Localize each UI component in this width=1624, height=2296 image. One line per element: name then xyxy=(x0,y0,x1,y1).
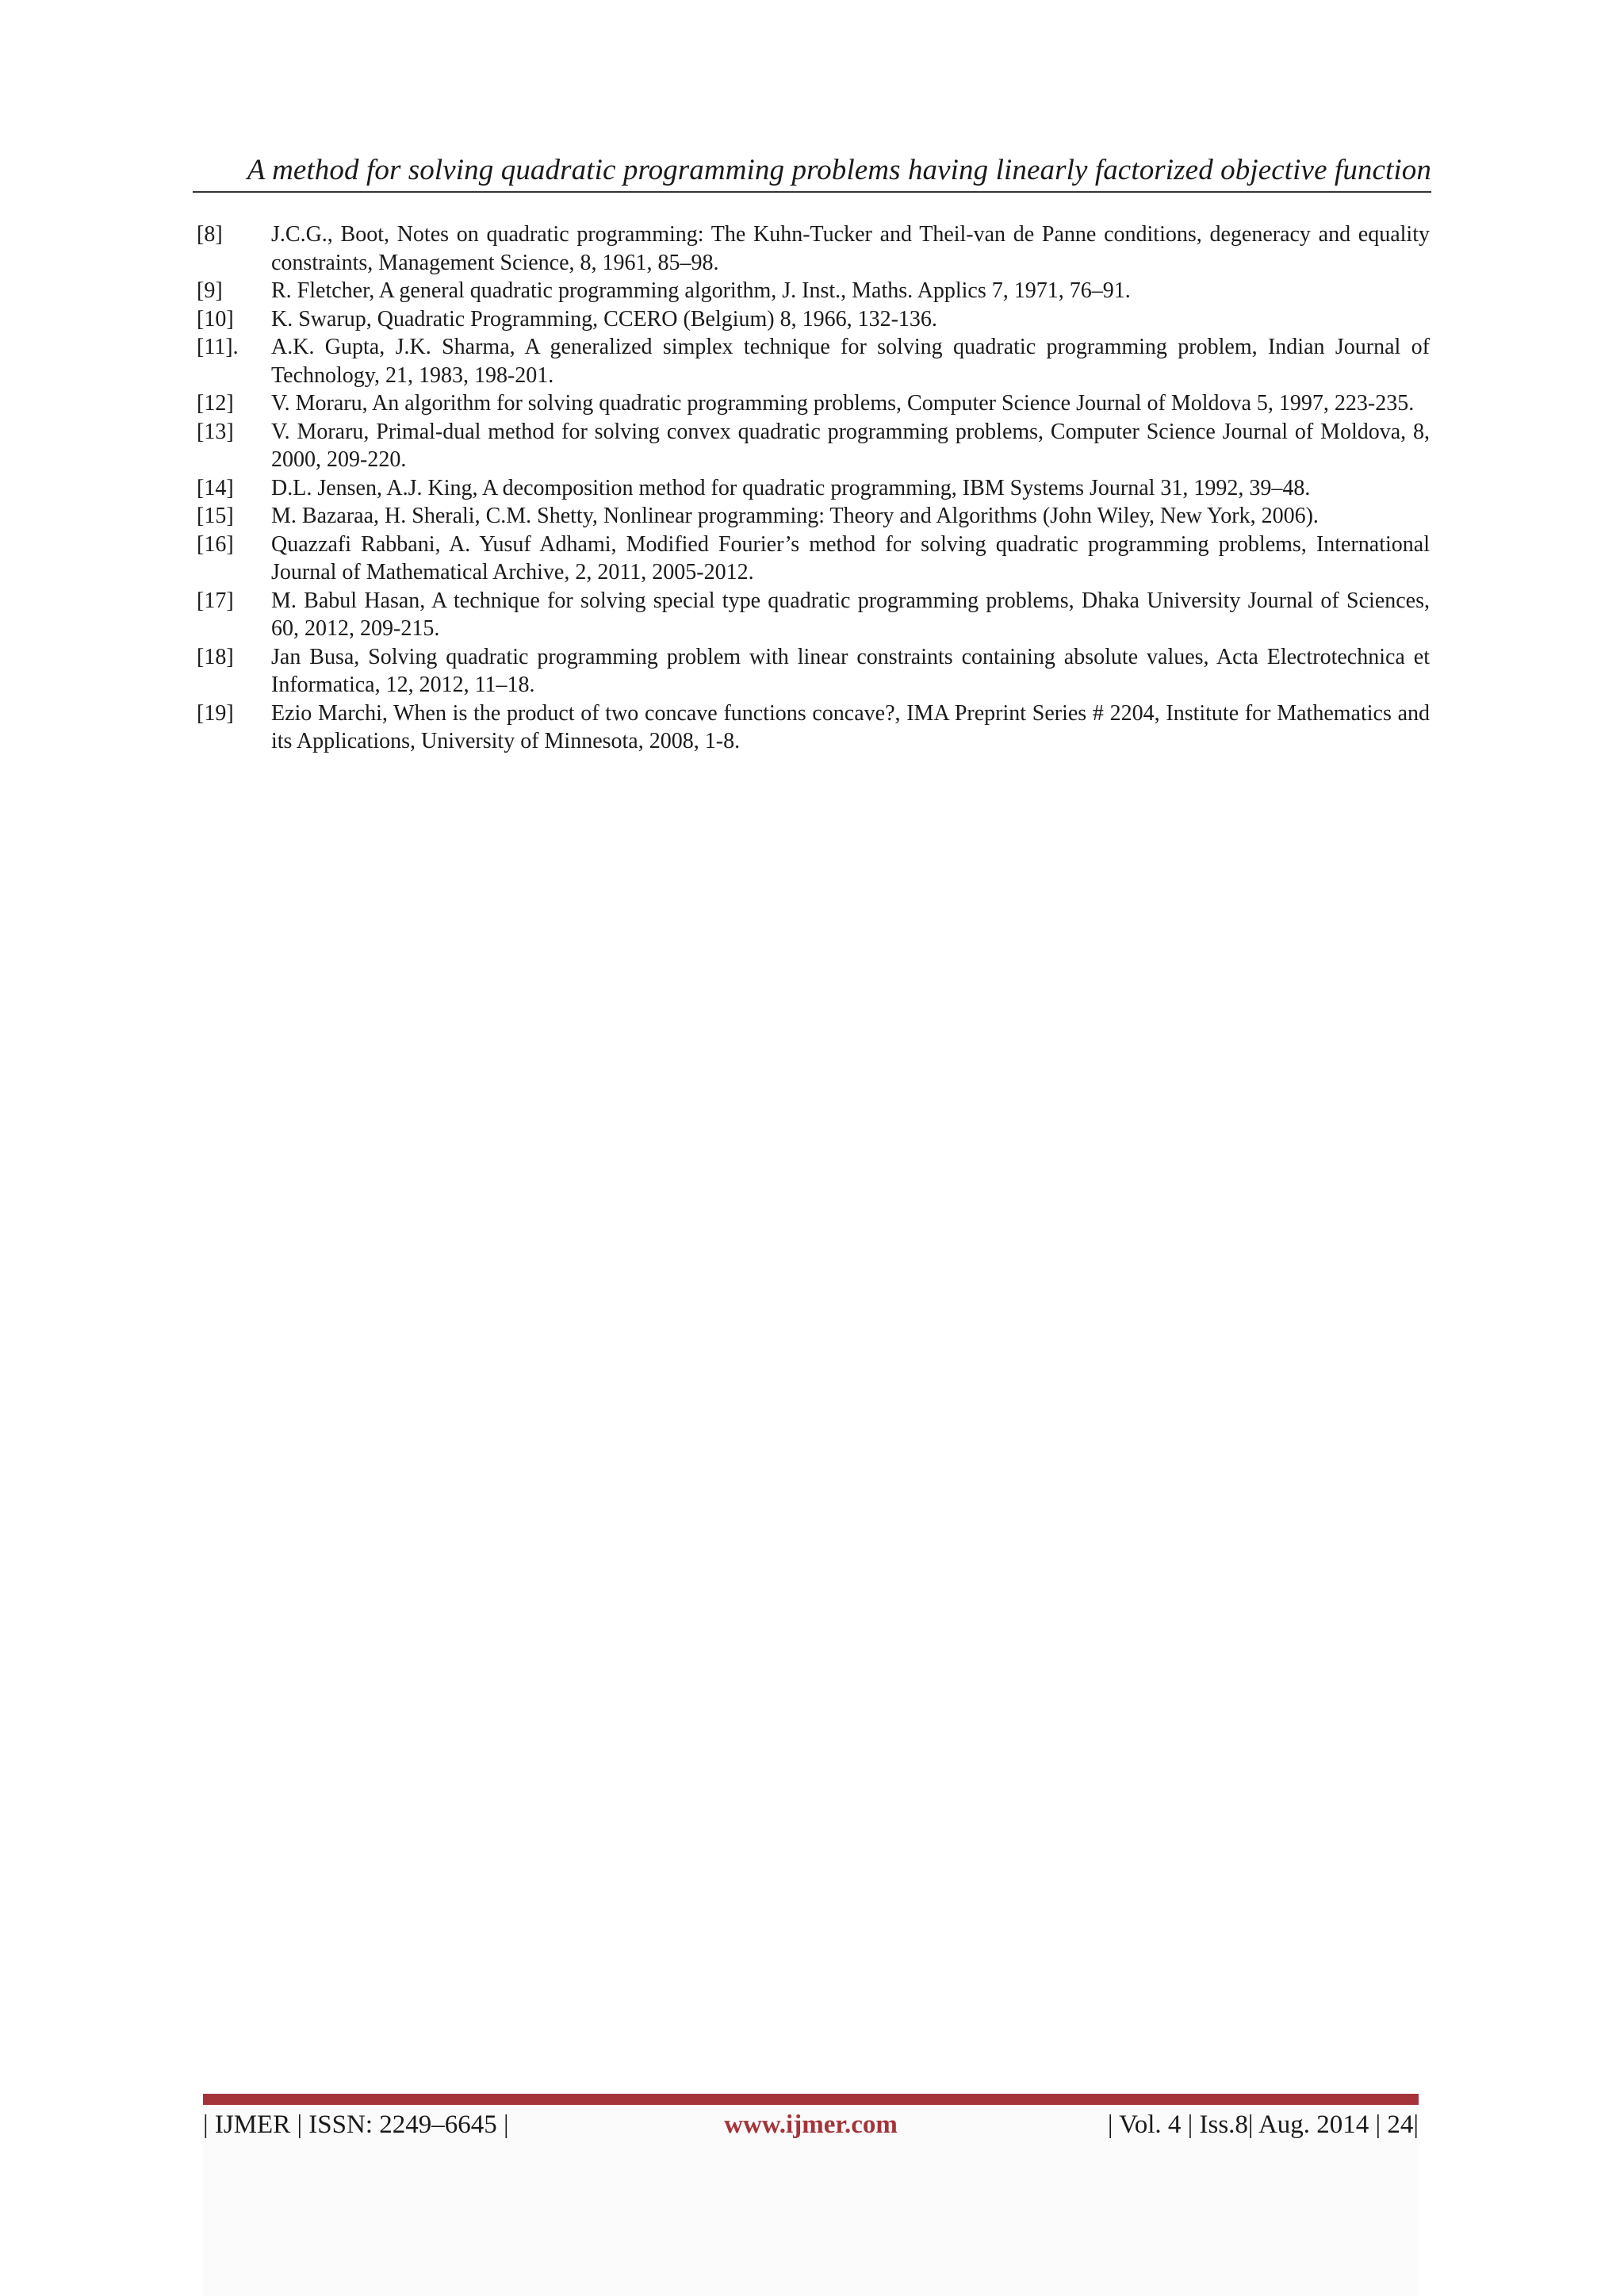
reference-number: [18] xyxy=(197,644,234,669)
reference-item xyxy=(197,587,1430,643)
reference-item xyxy=(197,277,1430,305)
reference-item xyxy=(197,531,1430,587)
reference-number: [14] xyxy=(197,475,234,500)
reference-text: V. Moraru, An algorithm for solving quadratic programming problems, Computer Science Journal of Moldova 5, 1997, 223-235. xyxy=(271,391,1415,416)
footer-website-link[interactable]: www.ijmer.com xyxy=(724,2110,898,2139)
reference-text: Jan Busa, Solving quadratic programming problem with linear constraints containing absolute values, Acta Electrotechnica et Informatica, 12, 2012, 11–18. xyxy=(271,644,1430,697)
reference-item xyxy=(197,700,1430,756)
reference-text: V. Moraru, Primal-dual method for solving convex quadratic programming problems, Computer Science Journal of Moldova, 8, 2000, 209-220. xyxy=(271,419,1430,472)
reference-text: Quazzafi Rabbani, A. Yusuf Adhami, Modified Fourier’s method for solving quadratic programming problems, International Journal of Mathematical Archive, 2, 2011, 2005-2012. xyxy=(271,531,1430,585)
reference-number: [16] xyxy=(197,531,234,557)
reference-number: [8] xyxy=(197,222,223,247)
reference-item xyxy=(197,474,1430,503)
reference-text: M. Babul Hasan, A technique for solving special type quadratic programming problems, Dhaka University Journal of Sciences, 60, 2012, 209-215. xyxy=(271,588,1430,641)
reference-number: [17] xyxy=(197,588,234,613)
reference-text: K. Swarup, Quadratic Programming, CCERO (Belgium) 8, 1966, 132-136. xyxy=(271,306,937,332)
reference-item xyxy=(197,389,1430,418)
reference-text: R. Fletcher, A general quadratic programming algorithm, J. Inst., Maths. Applics 7, 1971, 76–91. xyxy=(271,278,1131,303)
reference-item xyxy=(197,220,1430,277)
reference-number: [15] xyxy=(197,504,234,528)
reference-list xyxy=(197,220,1430,756)
reference-item xyxy=(197,305,1430,334)
reference-text: A.K. Gupta, J.K. Sharma, A generalized simplex technique for solving quadratic programming problem, Indian Journal of Technology, 21, 1983, 198-201. xyxy=(271,335,1430,388)
footer-journal-info: | IJMER | ISSN: 2249–6645 | xyxy=(203,2110,509,2139)
footer-divider xyxy=(203,2094,1419,2105)
reference-number: [10] xyxy=(197,306,234,332)
reference-item xyxy=(197,333,1430,389)
reference-number: [19] xyxy=(197,700,234,726)
reference-number: [9] xyxy=(197,278,223,303)
running-header: A method for solving quadratic programming problems having linearly factorized objective function xyxy=(193,153,1431,193)
reference-item xyxy=(197,643,1430,700)
reference-number: [13] xyxy=(197,419,234,444)
reference-item xyxy=(197,502,1430,531)
footer-issue-page-info: | Vol. 4 | Iss.8| Aug. 2014 | 24| xyxy=(1107,2110,1419,2139)
reference-number: [12] xyxy=(197,391,234,416)
reference-text: D.L. Jensen, A.J. King, A decomposition method for quadratic programming, IBM Systems Journal 31, 1992, 39–48. xyxy=(271,475,1311,500)
reference-text: Ezio Marchi, When is the product of two concave functions concave?, IMA Preprint Series # 2204, Institute for Mathematics and its Applications, University of Minnesota, 2008, 1-8. xyxy=(271,700,1430,753)
reference-item xyxy=(197,418,1430,474)
reference-text: J.C.G., Boot, Notes on quadratic programming: The Kuhn-Tucker and Theil-van de Panne conditions, degeneracy and equality constraints, Management Science, 8, 1961, 85–98. xyxy=(271,222,1430,275)
reference-number: [11]. xyxy=(197,335,239,359)
page-footer xyxy=(203,2107,1419,2142)
reference-text: M. Bazaraa, H. Sherali, C.M. Shetty, Nonlinear programming: Theory and Algorithms (John Wiley, New York, 2006). xyxy=(271,504,1319,528)
